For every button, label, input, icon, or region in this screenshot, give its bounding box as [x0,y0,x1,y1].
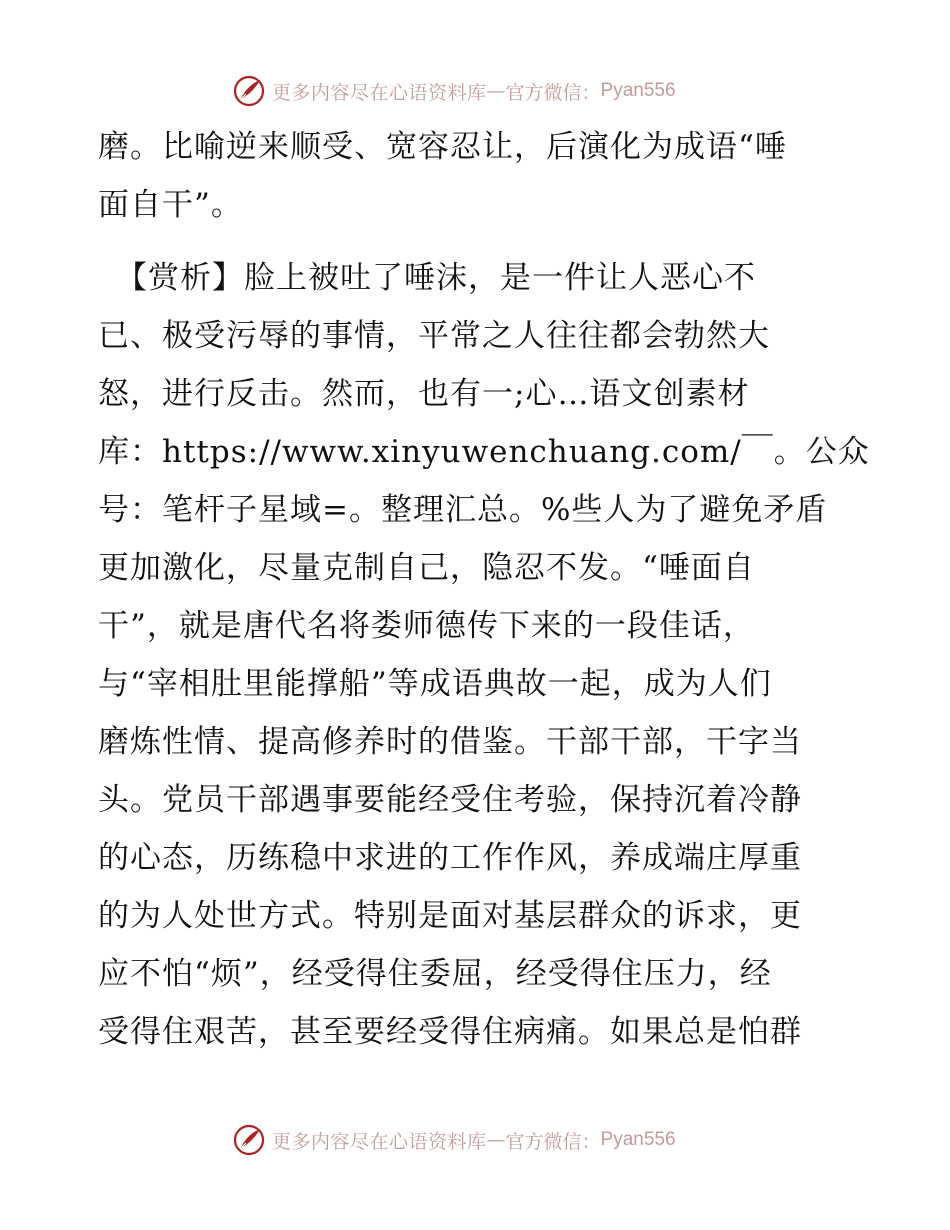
paragraph-1 [98,118,858,234]
header-wechat-label: 官方微信： [505,81,601,104]
header-banner [232,72,676,110]
footer-wechat-id: Pyan556 [600,1129,676,1150]
header-wechat-id: Pyan556 [600,80,676,101]
quill-logo-icon [232,1123,266,1157]
text-line: 的为人处世方式。特别是面对基层群众的诉求，更 [98,898,802,934]
footer-slogan: 更多内容尽在心语资料库 [272,1130,487,1153]
footer-wechat-label: 官方微信： [505,1130,601,1153]
document-body [98,118,870,1061]
text-line: 头。党员干部遇事要能经受住考验，保持沉着冷静 [98,782,802,818]
quill-logo-icon [232,74,266,108]
text-line: 磨炼性情、提高修养时的借鉴。干部干部，干字当 [98,724,802,760]
text-line: 应不怕“烦”，经受得住委屈，经受得住压力，经 [98,956,772,992]
text-line: 库：https://www.xinyuwenchuang.com/￣。公众 [98,434,870,470]
header-dash: — [486,80,506,102]
text-line: 号：笔杆子星域=。整理汇总。%些人为了避免矛盾 [98,492,828,528]
text-line: 已、极受污辱的事情，平常之人往往都会勃然大 [98,318,770,354]
paragraph-gap [98,234,858,249]
text-line: 【赏析】脸上被吐了唾沫，是一件让人恶心不 [116,260,756,296]
text-line: 受得住艰苦，甚至要经受得住病痛。如果总是怕群 [98,1014,802,1050]
header-slogan: 更多内容尽在心语资料库 [272,81,487,104]
text-line: 磨。比喻逆来顺受、宽容忍让，后演化为成语“唾 [98,129,787,165]
text-line: 怒，进行反击。然而，也有一;心…语文创素材 [98,376,750,412]
text-line: 与“宰相肚里能撑船”等成语典故一起，成为人们 [98,666,772,702]
paragraph-2 [98,249,870,1061]
footer-dash: — [486,1129,506,1151]
footer-banner [232,1121,676,1159]
text-line: 的心态，历练稳中求进的工作作风，养成端庄厚重 [98,840,802,876]
text-line: 更加激化，尽量克制自己，隐忍不发。“唾面自 [98,550,755,586]
text-line: 面自干”。 [98,187,243,223]
text-line: 干”，就是唐代名将娄师德传下来的一段佳话， [98,608,755,644]
